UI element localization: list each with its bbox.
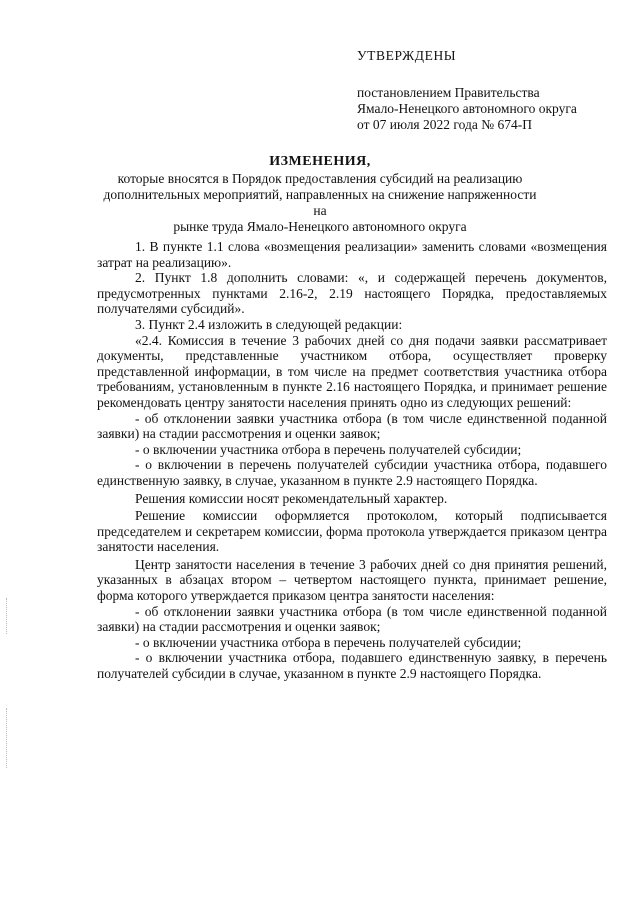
document-body [97, 239, 607, 682]
subtitle-line: дополнительных мероприятий, направленных на снижение напряженности на [103, 187, 537, 218]
paragraph: - о включении участника отбора, подавшего единственную заявку, в перечень получателей субсидии в случае, указанном в пункте 2.9 настоящего Порядка. [97, 650, 607, 682]
approval-block [357, 48, 617, 133]
paragraph: - о включении участника отбора в перечень получателей субсидии; [135, 441, 522, 457]
paragraph: - о включении в перечень получателей субсидии участника отбора, подавшего единственную заявку, в случае, указанном в пункте 2.9 настоящего Порядка. [97, 457, 607, 488]
paragraph: Решение комиссии оформляется протоколом, который подписывается председателем и секретарем комиссии, форма протокола утверждается приказом центра занятости населения. [97, 508, 607, 555]
scan-margin-mark [6, 598, 9, 634]
approval-line: постановлением Правительства [357, 85, 540, 100]
subtitle-line: которые вносятся в Порядок предоставления субсидий на реализацию [117, 171, 523, 186]
approval-line: от 07 июля 2022 года № 674-П [357, 117, 532, 132]
document-title: ИЗМЕНЕНИЯ, [269, 154, 371, 169]
paragraph: Центр занятости населения в течение 3 рабочих дней со дня принятия решений, указанных в абзацах втором – четвертом настоящего пункта, принимает решение, форма которого утверждается приказом центра занятости населения: [97, 556, 607, 604]
paragraph: - о включении участника отбора в перечень получателей субсидии; [135, 634, 522, 650]
paragraph: 2. Пункт 1.8 дополнить словами: «, и содержащей перечень документов, предусмотренных пунктами 2.16-2, 2.19 настоящего Порядка, предоставляемых получателями субсидий». [97, 270, 607, 317]
paragraph: - об отклонении заявки участника отбора (в том числе единственной поданной заявки) на стадии рассмотрения и оценки заявок; [97, 603, 607, 635]
scan-margin-mark [6, 708, 9, 768]
paragraph: 1. В пункте 1.1 слова «возмещения реализации» заменить словами «возмещения затрат на реализацию». [97, 239, 607, 270]
document-subtitle [98, 171, 542, 235]
paragraph: Решения комиссии носят рекомендательный характер. [135, 490, 448, 506]
approval-heading: УТВЕРЖДЕНЫ [357, 48, 457, 63]
paragraph: - об отклонении заявки участника отбора (в том числе единственной поданной заявки) на стадии рассмотрения и оценки заявок; [97, 410, 607, 442]
approval-line: Ямало-Ненецкого автономного округа [357, 101, 577, 116]
subtitle-line: рынке труда Ямало-Ненецкого автономного округа [173, 219, 467, 234]
paragraph: «2.4. Комиссия в течение 3 рабочих дней со дня подачи заявки рассматривает документы, представленные участником отбора, осуществляет проверку представленной информации, в том числе на предмет соответствия участника отбора требованиям, установленным в пункте 2.16 настоящего Порядка, и принимает решение рекомендовать центру занятости населения принять одно из следующих решений: [97, 332, 607, 410]
paragraph: 3. Пункт 2.4 изложить в следующей редакции: [135, 316, 403, 332]
